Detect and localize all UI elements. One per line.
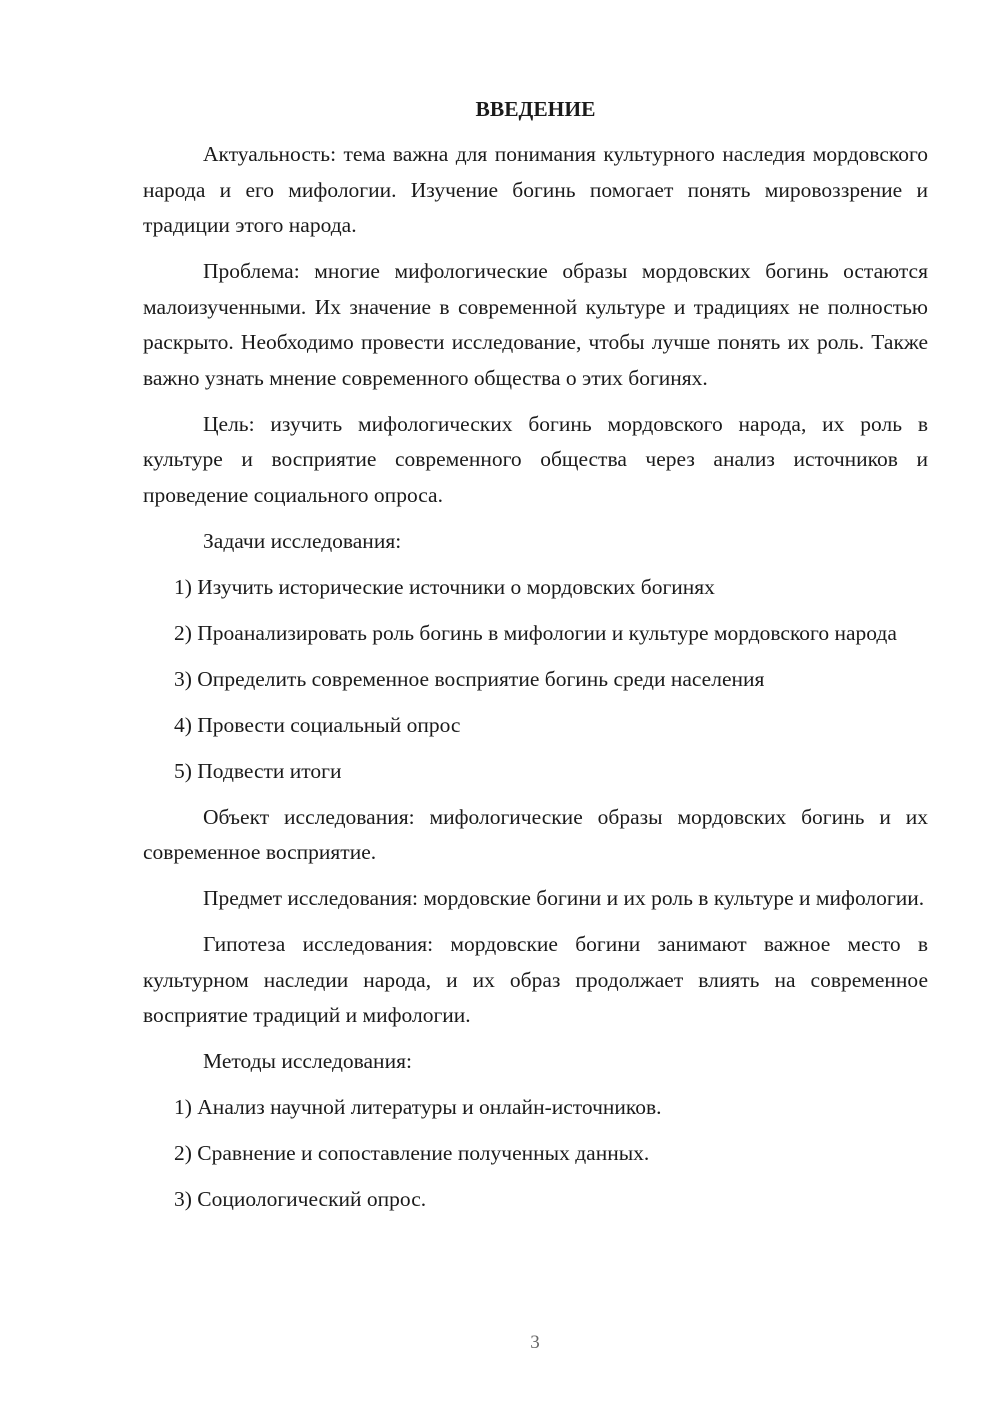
page-number: 3 bbox=[530, 1332, 540, 1353]
task-item-4: 4) Провести социальный опрос bbox=[174, 712, 461, 737]
methods-heading: Методы исследования: bbox=[203, 1049, 412, 1073]
method-item-1: 1) Анализ научной литературы и онлайн-источников. bbox=[174, 1095, 662, 1119]
page-title: ВВЕДЕНИЕ bbox=[475, 97, 596, 121]
task-item-2: 2) Проанализировать роль богинь в мифологии и культуре мордовского народа bbox=[174, 620, 897, 645]
document-page bbox=[143, 92, 928, 1228]
tasks-heading: Задачи исследования: bbox=[203, 528, 402, 553]
method-item-2: 2) Сравнение и сопоставление полученных данных. bbox=[174, 1141, 650, 1165]
object-paragraph: Объект исследования: мифологические образы мордовских богинь и их современное восприятие. bbox=[143, 804, 928, 864]
goal-paragraph: Цель: изучить мифологических богинь мордовского народа, их роль в культуре и восприятие современного общества через анализ источников и проведение социального опроса. bbox=[143, 411, 928, 507]
problem-paragraph: Проблема: многие мифологические образы мордовских богинь остаются малоизученными. Их значение в современной культуре и традициях не полностью раскрыто. Необходимо провести исследование, чтобы лучше понять их роль. Также важно узнать мнение современного общества о этих богинях. bbox=[143, 259, 928, 390]
relevance-paragraph: Актуальность: тема важна для понимания культурного наследия мордовского народа и его мифологии. Изучение богинь помогает понять мировоззрение и традиции этого народа. bbox=[143, 142, 928, 237]
task-item-3: 3) Определить современное восприятие богинь среди населения bbox=[174, 666, 765, 691]
task-item-1: 1) Изучить исторические источники о мордовских богинях bbox=[174, 574, 715, 599]
task-item-5: 5) Подвести итоги bbox=[174, 758, 342, 783]
subject-paragraph: Предмет исследования: мордовские богини и их роль в культуре и мифологии. bbox=[203, 886, 925, 910]
method-item-3: 3) Социологический опрос. bbox=[174, 1187, 427, 1211]
hypothesis-paragraph: Гипотеза исследования: мордовские богини занимают важное место в культурном наследии народа, и их образ продолжает влиять на современное восприятие традиций и мифологии. bbox=[143, 932, 928, 1027]
